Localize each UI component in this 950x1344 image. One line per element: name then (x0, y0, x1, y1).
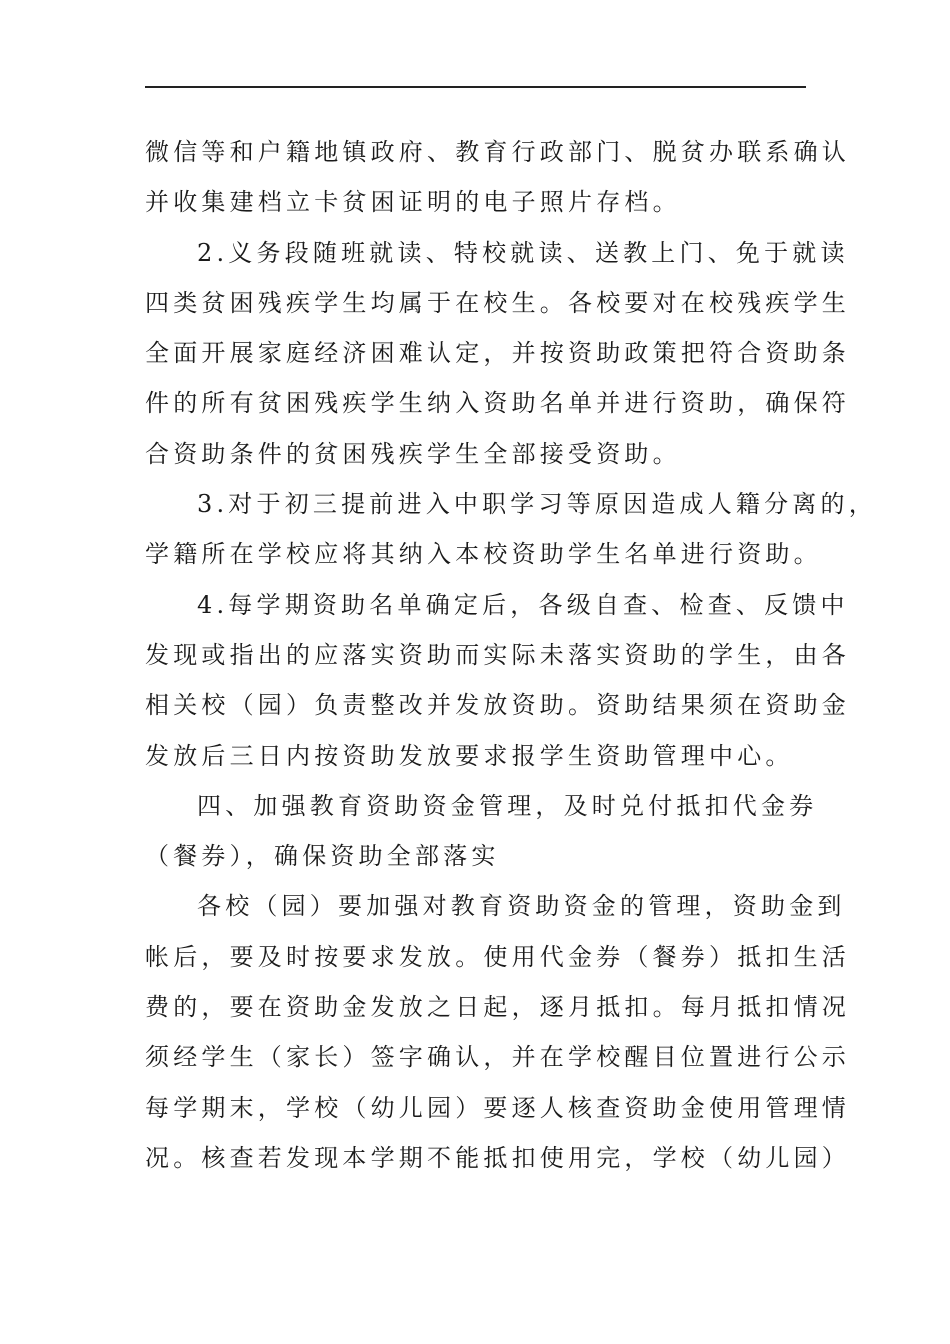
section-heading-line: 四、加强教育资助资金管理，及时兑付抵扣代金券 (197, 791, 818, 820)
text-line: 2.义务段随班就读、特校就读、送教上门、免于就读 (197, 238, 849, 267)
body-text (145, 127, 877, 1183)
text-line: 费的，要在资助金发放之日起，逐月抵扣。每月抵扣情况 (145, 993, 850, 1022)
text-line: 并收集建档立卡贫困证明的电子照片存档。 (145, 188, 681, 217)
text-line: 发现或指出的应落实资助而实际未落实资助的学生，由各 (145, 640, 850, 669)
text-line: 3.对于初三提前进入中职学习等原因造成人籍分离的， (197, 490, 877, 519)
text-line: 学籍所在学校应将其纳入本校资助学生名单进行资助。 (145, 540, 822, 569)
text-line: 四类贫困残疾学生均属于在校生。各校要对在校残疾学生 (145, 288, 850, 317)
text-line: 须经学生（家长）签字确认，并在学校醒目位置进行公示 (145, 1043, 850, 1072)
text-line: 微信等和户籍地镇政府、教育行政部门、脱贫办联系确认 (145, 138, 850, 166)
text-line: 帐后，要及时按要求发放。使用代金券（餐券）抵扣生活 (145, 942, 850, 971)
text-line: 各校（园）要加强对教育资助资金的管理，资助金到 (197, 892, 846, 921)
section-heading-line: （餐券），确保资助全部落实 (145, 842, 500, 871)
text-line: 况。核查若发现本学期不能抵扣使用完，学校（幼儿园） (145, 1143, 850, 1172)
text-line: 每学期末，学校（幼儿园）要逐人核查资助金使用管理情 (145, 1093, 850, 1122)
text-line: 4.每学期资助名单确定后，各级自查、检查、反馈中 (197, 590, 849, 619)
text-line: 全面开展家庭经济困难认定，并按资助政策把符合资助条 (145, 339, 850, 368)
text-line: 件的所有贫困残疾学生纳入资助名单并进行资助，确保符 (145, 389, 850, 418)
text-line: 相关校（园）负责整改并发放资助。资助结果须在资助金 (145, 691, 850, 720)
header-rule (145, 86, 806, 88)
text-line: 合资助条件的贫困残疾学生全部接受资助。 (145, 439, 681, 468)
text-line: 发放后三日内按资助发放要求报学生资助管理中心。 (145, 741, 794, 770)
